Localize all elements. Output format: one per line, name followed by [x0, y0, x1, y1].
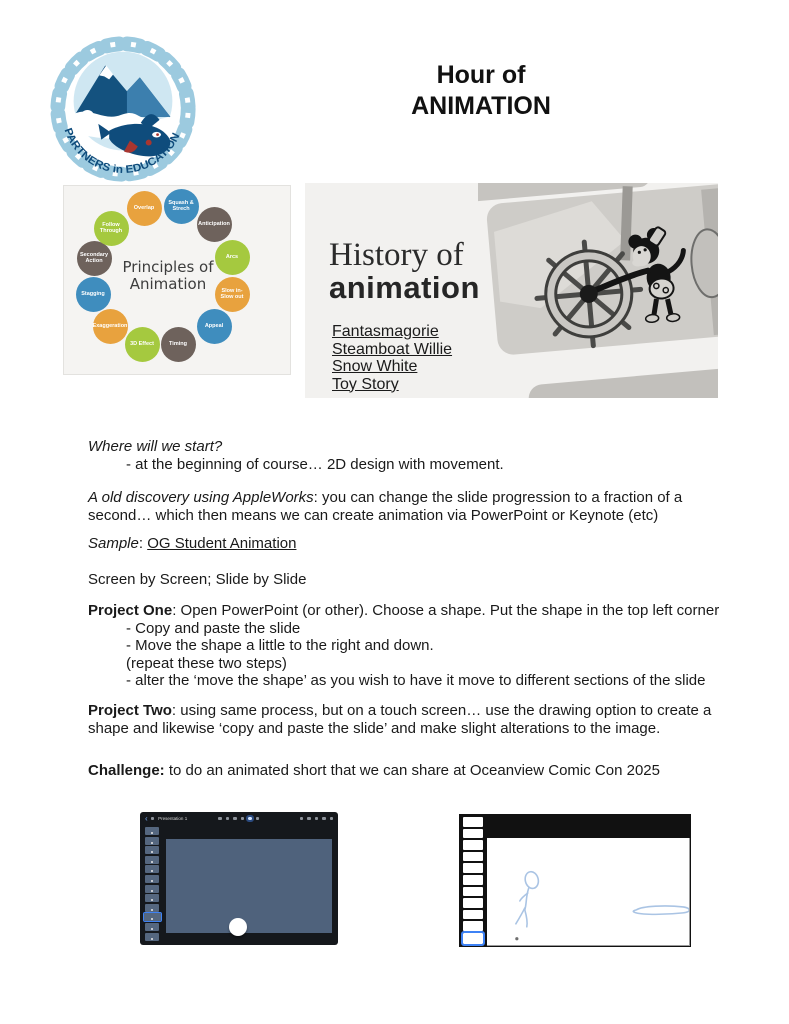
text-line — [88, 602, 748, 620]
slide-thumbnail — [145, 846, 159, 854]
text-line — [88, 507, 748, 525]
small-dot — [515, 937, 518, 940]
history-of-animation-slide — [305, 183, 718, 398]
slide-thumbnail — [145, 933, 159, 941]
text-line — [88, 456, 748, 474]
text-line — [88, 762, 748, 780]
paragraph-project-two — [88, 702, 748, 737]
slide-thumbnail — [145, 856, 159, 864]
text-segment: Screen by Screen; Slide by Slide — [88, 571, 307, 588]
text-segment: : Open PowerPoint (or other). Choose a shape. Put the shape in the top left corner — [172, 602, 720, 619]
text-segment: : — [138, 535, 148, 552]
history-link-snow-white[interactable]: Snow White — [332, 358, 418, 375]
principle-circle-secondary-action — [77, 241, 112, 276]
principle-label: Timing — [169, 340, 187, 347]
collaborate-icon — [300, 817, 304, 821]
film-frame-bottom-partial — [528, 359, 718, 398]
page-title — [330, 60, 632, 122]
keynote-dark-thumbs — [140, 827, 164, 945]
more-icon — [330, 817, 334, 821]
text-segment: Project Two — [88, 702, 172, 719]
text-line — [88, 655, 748, 673]
principles-of-animation-diagram — [63, 185, 291, 375]
partners-in-education-logo — [44, 30, 202, 188]
white-circle-shape — [229, 918, 247, 936]
slide-thumbnail — [463, 887, 483, 897]
slide-thumbnail — [463, 933, 483, 944]
steamboat-willie-filmstrip — [478, 183, 718, 398]
stick-figure-body — [525, 888, 529, 910]
text-segment: A old discovery using AppleWorks — [88, 489, 314, 506]
text-line — [88, 620, 748, 638]
paragraph-challenge — [88, 762, 748, 780]
principle-circle-3d-effect — [125, 327, 160, 362]
text-line — [88, 535, 748, 553]
slide-thumbnail — [463, 829, 483, 839]
text-icon — [256, 817, 260, 821]
text-segment: : you can change the slide progression to a fraction of a — [313, 489, 683, 506]
text-segment: second… which then means we can create animation via PowerPoint or Keynote (etc) — [88, 506, 659, 524]
principle-circle-follow-through — [94, 211, 129, 246]
text-line — [88, 720, 748, 738]
text-line — [88, 672, 748, 690]
history-link-steamboat-willie[interactable]: Steamboat Willie — [332, 340, 453, 358]
paragraph-project-one — [88, 602, 748, 690]
text-line — [88, 489, 748, 507]
text-segment: : using same process, but on a touch screen… use the drawing option to create a — [171, 702, 712, 719]
principle-circle-squash-strech — [164, 189, 199, 224]
slide-thumbnail — [463, 817, 483, 827]
slide-thumbnail — [463, 863, 483, 873]
principle-circle-appeal — [197, 309, 232, 344]
keynote-light-screenshot — [459, 814, 691, 947]
paragraph-appleworks-discovery — [88, 489, 748, 524]
slide-thumbnail — [463, 898, 483, 908]
text-line — [88, 438, 748, 456]
history-link-fantasmagorie[interactable]: Fantasmagorie — [332, 323, 439, 340]
film-frame-main — [485, 183, 718, 356]
undo-icon — [218, 817, 222, 821]
principle-circle-timing — [161, 327, 196, 362]
slide-thumbnail — [463, 840, 483, 850]
slide-thumbnail — [463, 910, 483, 920]
text-line — [88, 702, 748, 720]
text-segment: - Copy and paste the slide — [126, 619, 301, 637]
principle-circle-stagging — [76, 277, 111, 312]
principle-label: Follow Through — [99, 221, 123, 234]
principle-label: 3D Effect — [130, 340, 154, 347]
text-segment: Project One — [88, 602, 173, 619]
text-segment: shape and likewise ‘copy and paste the slide’ and make slight alterations to the image. — [88, 719, 661, 737]
keynote-light-slide-canvas — [487, 838, 690, 946]
principle-label: Secondary Action — [79, 251, 109, 264]
text-segment: Sample — [88, 535, 139, 552]
format-brush-icon — [315, 817, 319, 821]
page-title-line2: ANIMATION — [411, 92, 551, 120]
text-segment: - Move the shape a little to the right and down. — [126, 637, 434, 655]
active-tool-icon — [248, 817, 252, 821]
slide-thumbnail — [145, 865, 159, 873]
text-line — [88, 571, 748, 589]
play-icon — [307, 817, 311, 821]
paragraph-sample — [88, 535, 748, 553]
text-segment: - at the beginning of course… 2D design with movement. — [126, 455, 504, 473]
history-title-line2: animation — [329, 270, 480, 305]
principle-circle-arcs — [215, 240, 250, 275]
principle-circle-anticipation — [197, 207, 232, 242]
principle-circle-overlap — [127, 191, 162, 226]
principles-center-title: Principles of Animation — [122, 258, 214, 293]
slide-thumbnail — [145, 923, 159, 931]
wave-curl — [81, 110, 95, 124]
slide-thumbnail — [145, 875, 159, 883]
paragraph-where-will-we-start — [88, 438, 748, 473]
text-segment: (repeat these two steps) — [126, 654, 287, 672]
text-segment: Challenge: — [88, 762, 165, 779]
principle-label: Anticipation — [198, 220, 230, 227]
principle-label: Appeal — [204, 322, 224, 329]
toolbar-right-icons — [300, 817, 334, 821]
stick-figure-head — [523, 870, 540, 890]
slide-thumbnail — [145, 904, 159, 912]
stick-figure-leg-right — [525, 910, 527, 927]
principle-circle-slow-in-slow-out — [215, 277, 250, 312]
plus-icon — [322, 817, 326, 821]
slide-thumbnail — [145, 885, 159, 893]
keynote-dark-screenshot — [140, 812, 338, 945]
shapes-icon — [233, 817, 237, 821]
keynote-dark-toolbar — [140, 812, 338, 825]
stick-figure-leg-left — [516, 908, 525, 924]
text-segment: - alter the ‘move the shape’ as you wish to have it move to different sections of the slide — [126, 672, 706, 690]
media-icon — [226, 817, 230, 821]
paragraph-screen-by-screen — [88, 571, 748, 589]
presentation-title: Presentation 1 — [158, 816, 188, 821]
slide-thumbnail — [145, 827, 159, 835]
slide-thumbnail — [463, 852, 483, 862]
logo-arc-text: PARTNERS in EDUCATION — [61, 126, 183, 177]
slide-thumbnail — [145, 837, 159, 845]
slide-thumbnail — [463, 875, 483, 885]
keynote-dark-slide-canvas — [166, 839, 332, 933]
principle-label: Stagging — [81, 290, 105, 297]
view-options-icon — [151, 817, 155, 821]
text-segment: Where will we start? — [88, 438, 223, 455]
history-title-line1: History of — [329, 237, 464, 273]
inline-link[interactable]: OG Student Animation — [147, 535, 297, 552]
principle-label: Exaggeration — [92, 322, 128, 329]
slide-thumbnail — [144, 913, 161, 921]
table-icon — [241, 817, 245, 821]
text-segment: to do an animated short that we can share at Oceanview Comic Con 2025 — [164, 762, 660, 779]
history-link-toy-story[interactable]: Toy Story — [332, 375, 399, 393]
scribble-oval — [633, 906, 689, 914]
principle-circle-exaggeration — [93, 309, 128, 344]
principle-label: Arcs — [225, 253, 239, 260]
text-line — [88, 637, 748, 655]
keynote-light-thumbs — [461, 817, 485, 944]
principle-label: Squash & Strech — [168, 199, 194, 212]
hand-drawn-sketch — [487, 838, 689, 945]
history-links — [332, 323, 452, 393]
back-chevron-icon: ‹ — [145, 813, 148, 823]
page-title-line1: Hour of — [436, 61, 526, 89]
slide-thumbnail — [463, 921, 483, 931]
principle-label: Slow in- Slow out — [220, 287, 244, 300]
toolbar-center-icons — [218, 817, 259, 821]
slide-thumbnail — [145, 894, 159, 902]
principle-label: Overlap — [133, 204, 155, 211]
